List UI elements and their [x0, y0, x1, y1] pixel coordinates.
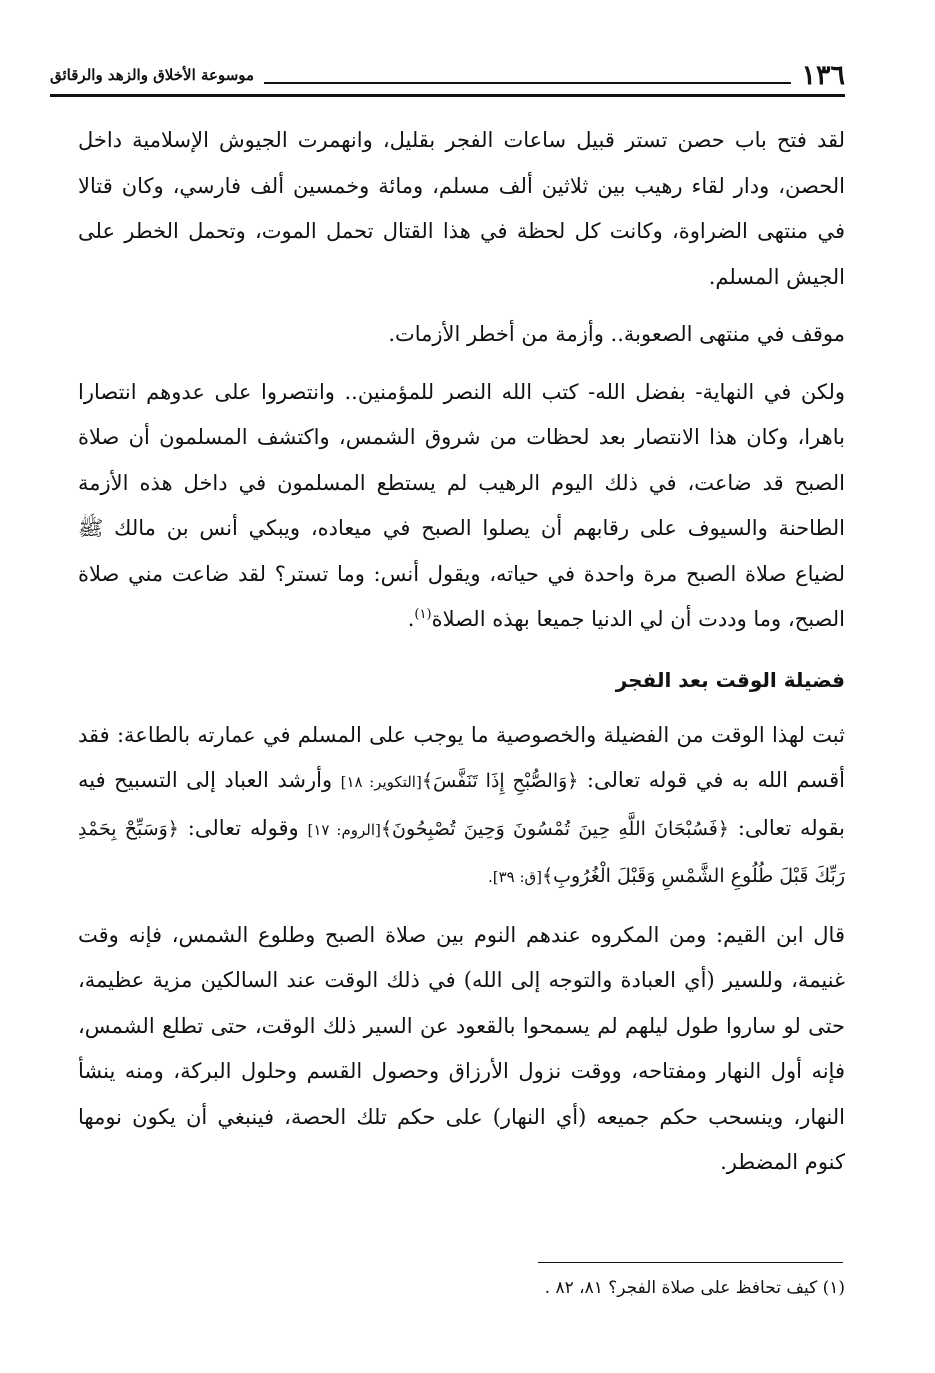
footnote: (١) كيف تحافظ على صلاة الفجر؟ ٨١، ٨٢ . — [544, 1278, 845, 1298]
page-body — [78, 118, 845, 1186]
paragraph-3-text: ولكن في النهاية- بفضل الله- كتب الله النصر للمؤمنين.. وانتصروا على عدوهم انتصارا باهرا، وكان هذا الانتصار بعد لحظات من شروق الشمس، واكتشف المسلمون أن صلاة الصبح قد ضاعت، في ذلك اليوم الرهيب لم يستطع المسلمون في داخل هذه الأزمة الطاحنة والسيوف على رقابهم أن يصلوا الصبح في ميعاده، ويبكي أنس بن مالك ﷺ لضياع صلاة الصبح مرة واحدة في حياته، ويقول أنس: وما تستر؟ لقد ضاعت مني صلاة الصبح، وما وددت أن لي الدنيا جميعا بهذه الصلاة — [78, 379, 845, 631]
verse-reference-2: [الروم: ١٧] — [307, 820, 381, 839]
quran-verse-2: ﴿فَسُبْحَانَ اللَّهِ حِينَ تُمْسُونَ وَحِينَ تُصْبِحُونَ﴾ — [380, 817, 729, 840]
quran-verse-3: ﴿وَسَبِّحْ بِحَمْدِ رَبِّكَ قَبْلَ طُلُوعِ الشَّمْسِ وَقَبْلَ الْغُرُوبِ﴾ — [78, 817, 845, 887]
paragraph-5: قال ابن القيم: ومن المكروه عندهم النوم بين صلاة الصبح وطلوع الشمس، فإنه وقت غنيمة، وللسير (أي العبادة والتوجه إلى الله) في ذلك الوقت عند السالكين مزية عظيمة، حتى لو ساروا طول ليلهم لم يسمحوا بالقعود عن السير ذلك الوقت، حتى تطلع الشمس، فإنه أول النهار ومفتاحه، ووقت نزول الأرزاق وحصول القسم وحلول البركة، ومنه ينشأ النهار، وينسحب حكم جميعه (أي النهار) على حكم تلك الحصة، فينبغي أن يكون نومها كنوم المضطر. — [78, 922, 845, 1174]
paragraph-2: موقف في منتهى الصعوبة.. وأزمة من أخطر الأزمات. — [388, 322, 845, 346]
paragraph-4-text-c: وقوله تعالى: — [187, 815, 299, 840]
quran-verse-1: ﴿وَالصُّبْحِ إِذَا تَنَفَّسَ﴾ — [421, 770, 579, 792]
header-rule — [50, 94, 845, 97]
paragraph-3-end: . — [407, 607, 415, 631]
paragraph-4-text-a: ثبت لهذا الوقت من الفضيلة والخصوصية ما يوجب على المسلم في عمارته بالطاعة: فقد أقسم الله به في قوله تعالى: — [78, 722, 845, 792]
verse-reference-3: [ق: ٣٩]. — [487, 868, 543, 886]
footnote-marker[interactable]: (١) — [414, 607, 432, 622]
verse-reference-1: [التكوير: ١٨] — [340, 773, 422, 791]
footnote-rule — [538, 1262, 843, 1263]
header-line — [264, 82, 791, 84]
book-title: موسوعة الأخلاق والزهد والرقائق — [50, 66, 255, 84]
paragraph-4-text-b: وأرشد العباد إلى التسبيح فيه بقوله تعالى: — [78, 768, 845, 840]
section-heading: فضيلة الوقت بعد الفجر — [615, 667, 845, 692]
paragraph-4 — [78, 713, 845, 901]
paragraph-1: لقد فتح باب حصن تستر قبيل ساعات الفجر بقليل، وانهمرت الجيوش الإسلامية داخل الحصن، ودار لقاء رهيب بين ثلاثين ألف مسلم، ومائة وخمسين ألف فارسي، وكان قتالا في منتهى الضراوة، وكانت كل لحظة في هذا القتال تحمل الموت، وتحمل الخطر على الجيش المسلم. — [78, 128, 845, 289]
paragraph-3 — [78, 370, 845, 643]
page-header — [50, 58, 845, 92]
page-number: ١٣٦ — [801, 59, 845, 91]
